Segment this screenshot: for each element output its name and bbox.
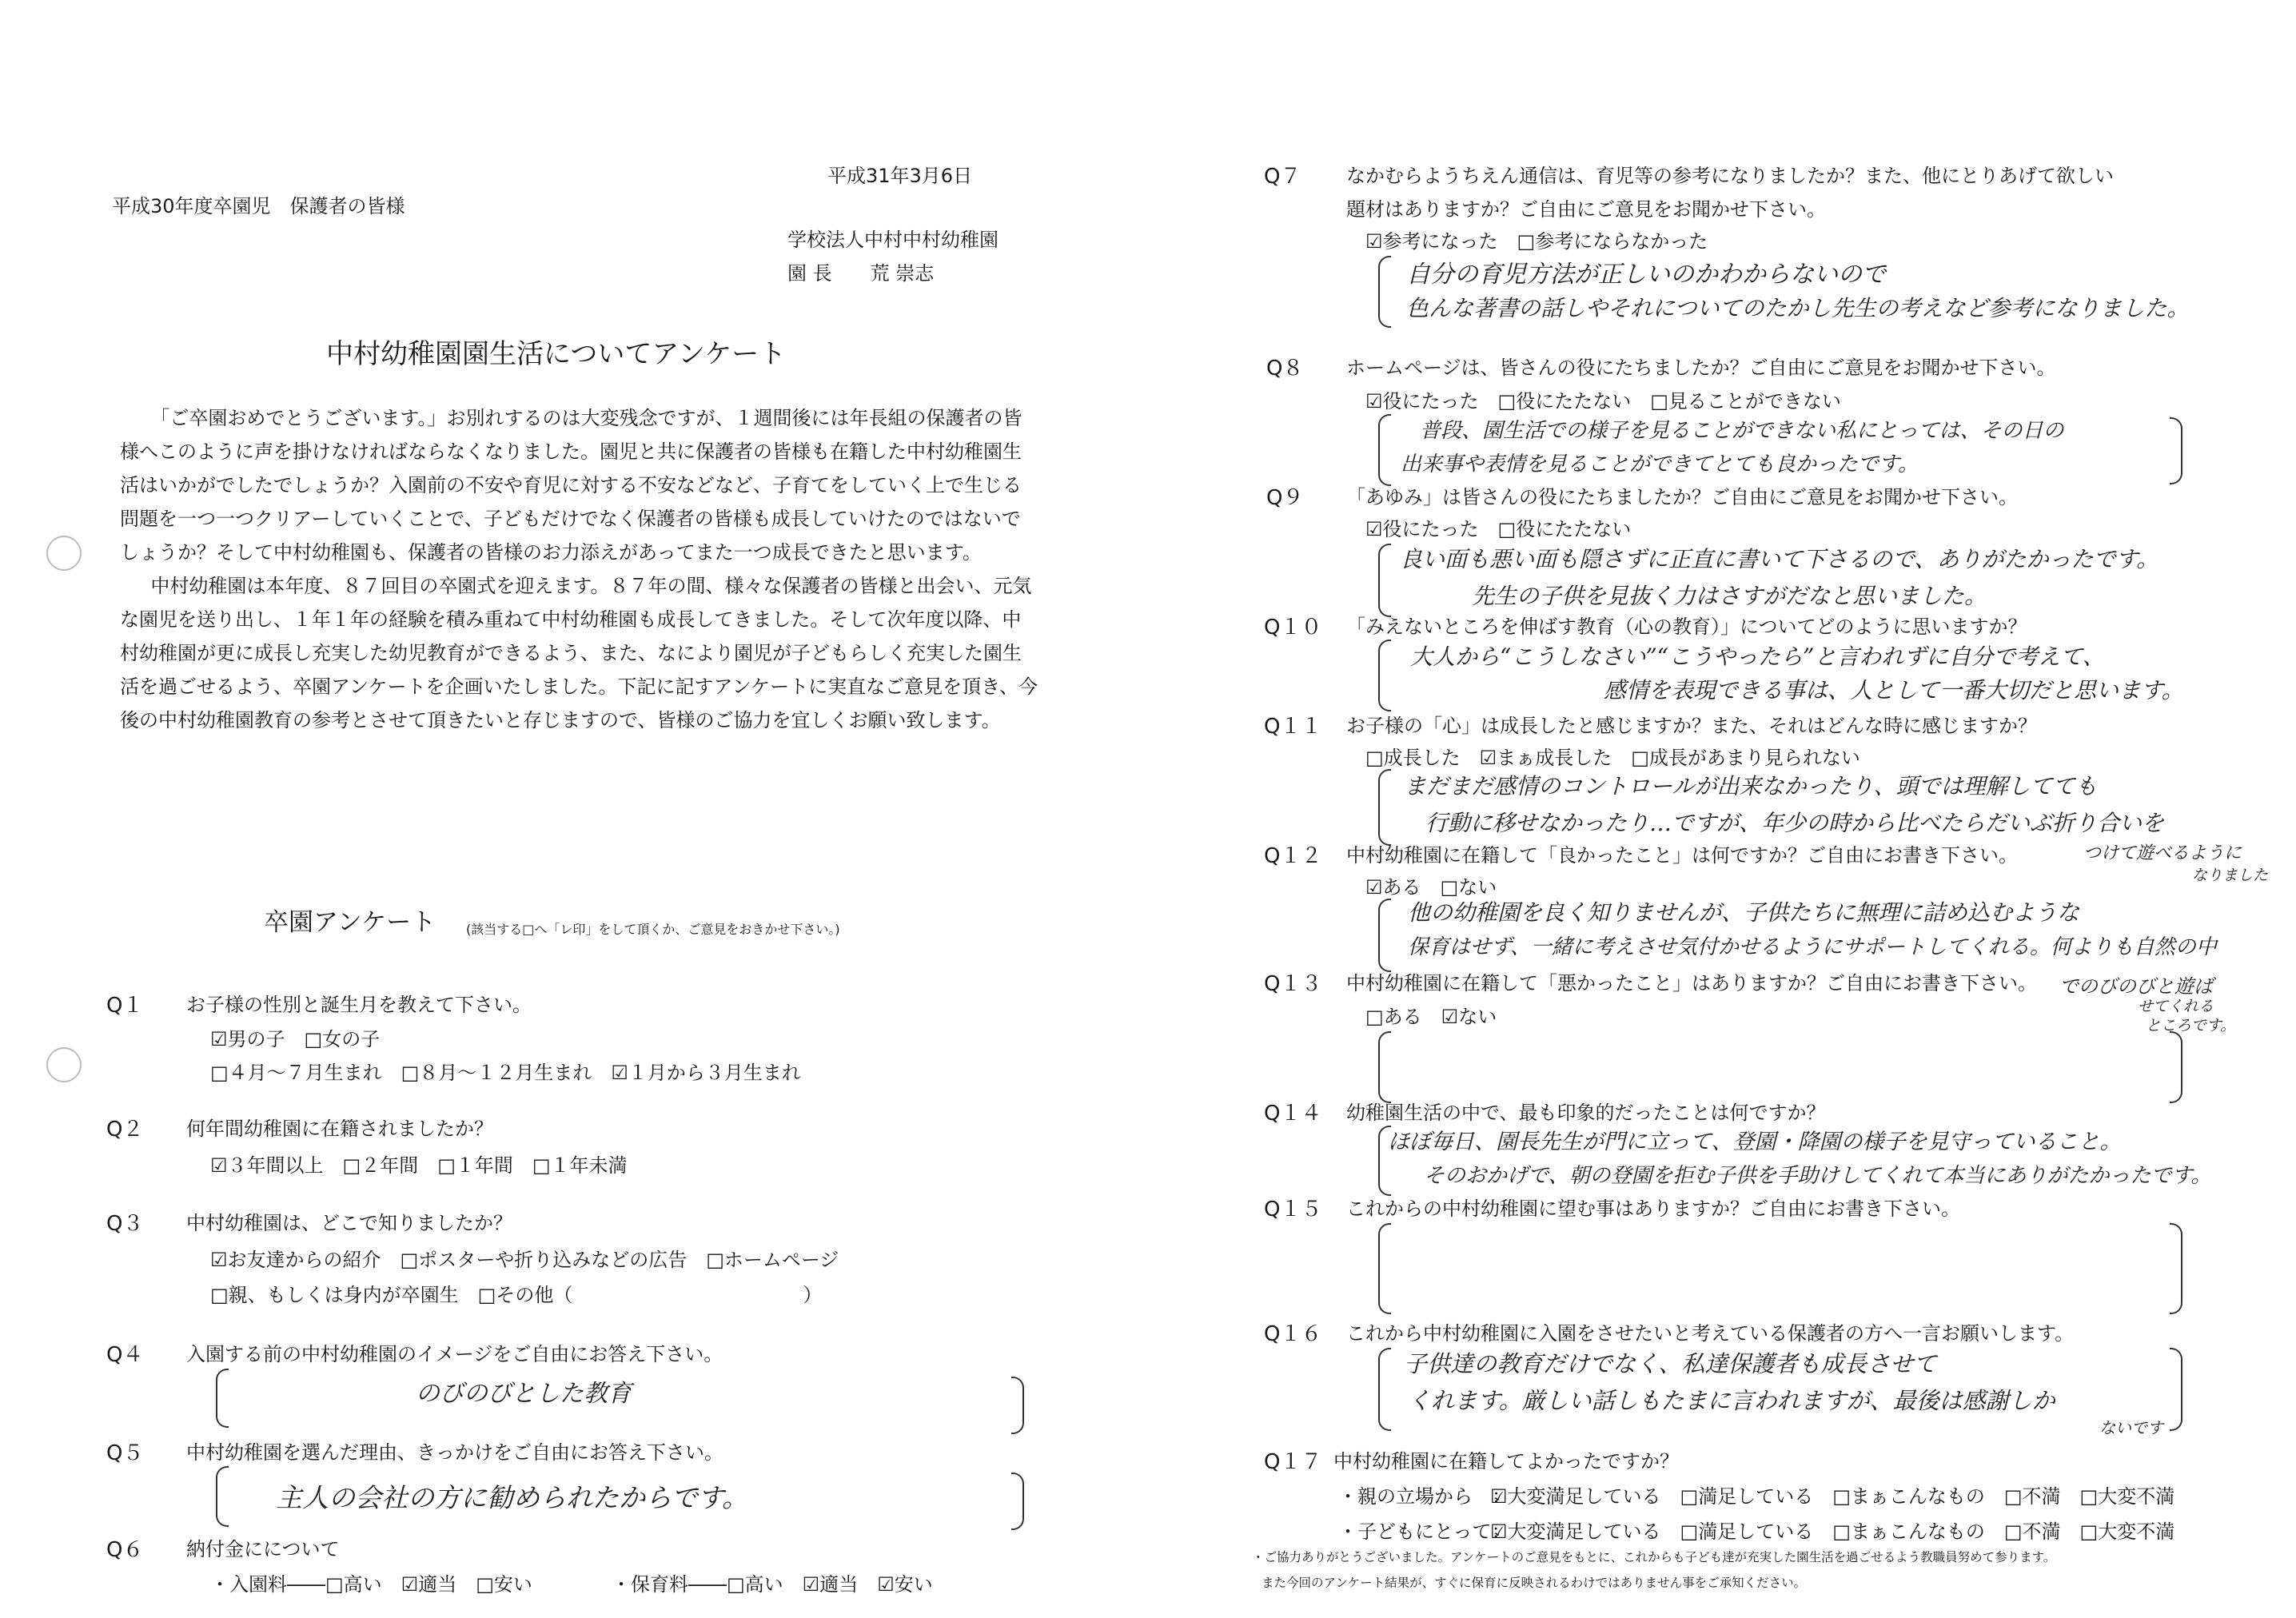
- intro-text: [120, 401, 1039, 737]
- q3-options-2[interactable]: □親、もしくは身内が卒園生 □その他（ ）: [210, 1284, 823, 1306]
- q4-text: 入園する前の中村幼稚園のイメージをご自由にお答え下さい。: [186, 1343, 723, 1365]
- q9-number: Q９: [1266, 486, 1304, 510]
- q14-answer-2: そのおかげで、朝の登園を拒む子供を手助けしてくれて本当にありがたかったです。: [1424, 1164, 2212, 1188]
- q8-options[interactable]: ☑役にたった □役にたたない □見ることができない: [1365, 390, 1841, 412]
- q7-text-line2: 題材はありますか？ご自由にご意見をお聞かせ下さい。: [1346, 198, 1826, 221]
- q16-bracket-left: [1378, 1348, 1391, 1431]
- q7-number: Q７: [1264, 165, 1301, 189]
- q11-answer-3: つけて遊べるように: [2083, 843, 2242, 863]
- right-page: [1148, 0, 2296, 1618]
- q8-text: ホームページは、皆さんの役にたちましたか？ご自由にご意見をお聞かせ下さい。: [1346, 357, 2056, 379]
- q7-bracket-left: [1378, 256, 1391, 328]
- q7-answer-2: 色んな著書の話しやそれについてのたかし先生の考えなど参考になりました。: [1406, 295, 2190, 321]
- q13-number: Q１３: [1264, 972, 1322, 996]
- principal-name: 園 長 荒 崇志: [787, 262, 935, 285]
- q12-number: Q１２: [1264, 844, 1322, 868]
- q11-answer-1: まだまだ感情のコントロールが出来なかったり、頭では理解してても: [1404, 773, 2098, 799]
- q9-bracket-left: [1378, 544, 1391, 617]
- q3-number: Q３: [106, 1212, 144, 1236]
- q16-answer-3: ないです: [2099, 1418, 2163, 1437]
- q4-answer: のびのびとした教育: [416, 1380, 632, 1408]
- footer-note-1: ・ご協力ありがとうございました。アンケートのご意見をもとに、これからも子ども達が充実した園生活を過ごせるよう教職員努めて参ります。: [1252, 1550, 2056, 1564]
- q9-text: 「あゆみ」は皆さんの役にたちましたか？ご自由にご意見をお聞かせ下さい。: [1346, 486, 2018, 508]
- survey-note: (該当する□へ「レ印」をして頂くか、ご意見をおきかせ下さい。): [466, 922, 840, 937]
- q1-options-gender[interactable]: ☑男の子 □女の子: [210, 1028, 381, 1050]
- q12-answer-5: ところです。: [2146, 1017, 2236, 1034]
- q8-number: Q８: [1266, 357, 1304, 381]
- q11-bracket-left: [1378, 769, 1391, 846]
- q3-options-1[interactable]: ☑お友達からの紹介 □ポスターや折り込みなどの広告 □ホームページ: [210, 1249, 839, 1271]
- q11-text: お子様の「心」は成長したと感じますか？また、それはどんな時に感じますか？: [1346, 715, 2037, 737]
- q12-answer-2: 保育はせず、一緒に考えさせ気付かせるようにサポートしてくれる。何よりも自然の中: [1408, 935, 2217, 959]
- q10-number: Q１０: [1264, 616, 1322, 640]
- q8-answer-2: 出来事や表情を見ることができてとても良かったです。: [1401, 452, 1919, 476]
- q9-answer-2: 先生の子供を見抜く力はさすがだなと思いました。: [1472, 583, 1987, 609]
- q13-text: 中村幼稚園に在籍して「悪かったこと」はありますか？ご自由にお書き下さい。: [1346, 972, 2037, 994]
- q15-number: Q１５: [1264, 1198, 1322, 1221]
- q4-bracket-right: [1011, 1377, 1024, 1434]
- q13-bracket-left: [1378, 1031, 1391, 1103]
- q2-number: Q２: [106, 1118, 144, 1142]
- intro-paragraph-2: 中村幼稚園は本年度、８７回目の卒園式を迎えます。８７年の間、様々な保護者の皆様と出会い、元気な園児を送り出し、１年１年の経験を積み重ねて中村幼稚園も成長してきました。そして次年度以降、中村幼稚園が更に成長し充実した幼児教育ができるよう、また、なにより園児が子どもらしく充実した園生活を過ごせるよう、卒園アンケートを企画いたしました。下記に記すアンケートに実直なご意見を頂き、今後の中村幼稚園教育の参考とさせて頂きたいと存じますので、皆様のご協力を宜しくお願い致します。: [120, 575, 1038, 731]
- q5-text: 中村幼稚園を選んだ理由、きっかけをご自由にお答え下さい。: [186, 1441, 723, 1464]
- q5-bracket-right: [1011, 1473, 1024, 1530]
- q11-options[interactable]: □成長した ☑まぁ成長した □成長があまり見られない: [1365, 747, 1860, 769]
- q17-number: Q１７: [1264, 1450, 1322, 1474]
- q3-text: 中村幼稚園は、どこで知りましたか？: [186, 1212, 512, 1234]
- q17-row2-options[interactable]: ☑大変満足している □満足している □まぁこんなもの □不満 □大変不満: [1490, 1520, 2175, 1543]
- q7-text-line1: なかむらようちえん通信は、育児等の参考になりましたか？また、他にとりあげて欲しい: [1346, 165, 2114, 187]
- intro-paragraph-1: 「ご卒園おめでとうございます。」お別れするのは大変残念ですが、１週間後には年長組の保護者の皆様へこのように声を掛けなければならなくなりました。園児と共に保護者の皆様も在籍した中村幼稚園生活はいかがでしたでしょうか？入園前の不安や育児に対する不安などなど、子育てをしていく上で生じる問題を一つ一つクリアーしていくことで、子どもだけでなく保護者の皆様も成長していけたのではないでしょうか？そして中村幼稚園も、保護者の皆様のお力添えがあってまた一つ成長できたと思います。: [120, 407, 1022, 564]
- q10-bracket-left: [1378, 640, 1391, 711]
- footer-note-2: また今回のアンケート結果が、すぐに保育に反映されるわけではありません事をご承知ください。: [1262, 1576, 1807, 1590]
- survey-title: 卒園アンケート: [264, 908, 436, 937]
- punch-hole-bottom: [46, 1047, 82, 1082]
- q10-answer-1: 大人から“こうしなさい”“こうやったら”と言われずに自分で考えて、: [1410, 644, 2105, 670]
- q17-text: 中村幼稚園に在籍してよかったですか？: [1333, 1450, 1679, 1473]
- q11-answer-2: 行動に移せなかったり…ですが、年少の時から比べたらだいぶ折り合いを: [1425, 810, 2165, 836]
- q10-answer-2: 感情を表現できる事は、人として一番大切だと思います。: [1604, 677, 2184, 703]
- q11-answer-4: なりました: [2192, 867, 2269, 884]
- q8-bracket-left: [1378, 414, 1391, 486]
- q10-text: 「みえないところを伸ばす教育（心の教育）」についてどのように思いますか？: [1346, 616, 2027, 638]
- q14-answer-1: ほぼ毎日、園長先生が門に立って、登園・降園の様子を見守っていること。: [1388, 1130, 2122, 1154]
- q12-options[interactable]: ☑ある □ない: [1365, 876, 1497, 899]
- q9-options[interactable]: ☑役にたった □役にたたない: [1365, 518, 1632, 540]
- q14-text: 幼稚園生活の中で、最も印象的だったことは何ですか？: [1346, 1102, 1826, 1124]
- punch-hole-top: [46, 536, 82, 571]
- q13-bracket-right: [2170, 1031, 2182, 1103]
- letter-recipient: 平成30年度卒園児 保護者の皆様: [112, 195, 405, 217]
- q16-text: これから中村幼稚園に入園をさせたいと考えている保護者の方へ一言お願いします。: [1346, 1322, 2075, 1345]
- q15-bracket-right: [2170, 1223, 2182, 1314]
- q16-answer-2: くれます。厳しい話しもたまに言われますが、最後は感謝しか: [1408, 1387, 2055, 1414]
- q17-row1-options[interactable]: ☑大変満足している □満足している □まぁこんなもの □不満 □大変不満: [1490, 1485, 2175, 1508]
- q12-answer-1: 他の幼稚園を良く知りませんが、子供たちに無理に詰め込むような: [1408, 899, 2080, 926]
- q12-text: 中村幼稚園に在籍して「良かったこと」は何ですか？ご自由にお書き下さい。: [1346, 844, 2018, 867]
- q2-options[interactable]: ☑３年間以上 □２年間 □１年間 □１年未満: [210, 1154, 628, 1177]
- q15-bracket-left: [1378, 1223, 1391, 1314]
- q15-text: これからの中村幼稚園に望む事はありますか？ご自由にお書き下さい。: [1346, 1198, 1960, 1220]
- q7-answer-1: 自分の育児方法が正しいのかわからないので: [1406, 261, 1886, 289]
- q17-row1-label: ・親の立場から ：: [1338, 1485, 1511, 1508]
- q9-answer-1: 良い面も悪い面も隠さずに正直に書いて下さるので、ありがたかったです。: [1400, 546, 2159, 572]
- q4-bracket-left: [216, 1369, 229, 1428]
- q1-options-birth[interactable]: □４月～７月生まれ □８月～１２月生まれ ☑１月から３月生まれ: [210, 1062, 801, 1084]
- q12-answer-3: でのびのびと遊ば: [2059, 975, 2213, 998]
- q5-answer: 主人の会社の方に勧められたからです。: [276, 1482, 749, 1513]
- q4-number: Q４: [106, 1343, 144, 1367]
- q5-bracket-left: [216, 1466, 229, 1527]
- survey-heading: 中村幼稚園園生活についてアンケート: [326, 338, 787, 370]
- q6-number: Q６: [106, 1538, 144, 1562]
- q17-row2-label: ・子どもにとって：: [1338, 1520, 1511, 1543]
- q14-number: Q１４: [1264, 1102, 1322, 1126]
- q11-number: Q１１: [1264, 715, 1322, 739]
- q6-options-entry[interactable]: ・入園料――□高い ☑適当 □安い: [210, 1573, 532, 1596]
- q6-text: 納付金にについて: [186, 1538, 340, 1560]
- school-name: 学校法人中村中村幼稚園: [787, 229, 999, 251]
- q16-bracket-right: [2170, 1348, 2182, 1431]
- q8-answer-1: 普段、園生活での様子を見ることができない私にとっては、その日の: [1420, 419, 2064, 443]
- q2-text: 何年間幼稚園に在籍されましたか？: [186, 1118, 493, 1140]
- letter-date: 平成31年3月6日: [827, 165, 973, 187]
- q16-number: Q１６: [1264, 1322, 1322, 1346]
- q12-answer-4: せてくれる: [2138, 998, 2214, 1015]
- q7-options[interactable]: ☑参考になった □参考にならなかった: [1365, 230, 1708, 253]
- q1-number: Q１: [106, 994, 144, 1018]
- q6-options-tuition[interactable]: ・保育料――□高い ☑適当 ☑安い: [612, 1573, 933, 1596]
- q5-number: Q５: [106, 1441, 144, 1465]
- q16-answer-1: 子供達の教育だけでなく、私達保護者も成長させて: [1404, 1350, 1937, 1377]
- q1-text: お子様の性別と誕生月を教えて下さい。: [186, 994, 532, 1016]
- q8-bracket-right: [2170, 417, 2182, 484]
- q13-options[interactable]: □ある ☑ない: [1365, 1006, 1497, 1028]
- q12-bracket-left: [1378, 899, 1391, 972]
